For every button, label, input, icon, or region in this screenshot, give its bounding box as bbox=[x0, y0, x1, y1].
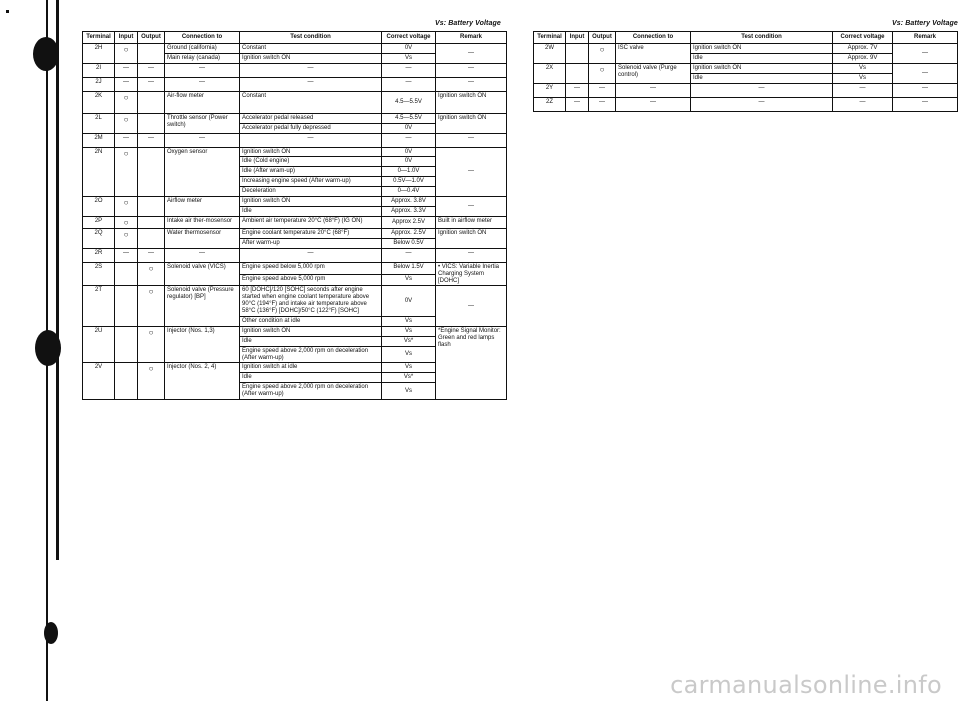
output-circle-mark: ○ bbox=[138, 286, 165, 326]
output-circle-mark: ○ bbox=[138, 262, 165, 286]
condition-cell: Ignition switch ON bbox=[240, 147, 382, 157]
dash-mark: — bbox=[436, 63, 507, 77]
voltage-cell: Approx. 9V bbox=[833, 53, 893, 63]
voltage-cell: Vs bbox=[833, 63, 893, 73]
stray-mark bbox=[6, 10, 9, 13]
voltage-cell: Approx 2.5V bbox=[382, 216, 436, 228]
remark-cell: Ignition switch ON bbox=[436, 91, 507, 113]
condition-cell: Accelerator pedal released bbox=[240, 113, 382, 123]
condition-cell: Constant bbox=[240, 44, 382, 54]
output-cell bbox=[138, 197, 165, 217]
voltage-cell: 0V bbox=[382, 147, 436, 157]
remark-cell: *Engine Signal Monitor: Green and red lamps flash bbox=[436, 326, 507, 399]
connection-cell: ISC valve bbox=[616, 44, 691, 64]
dash-mark: — bbox=[165, 133, 240, 147]
condition-cell: Idle bbox=[240, 206, 382, 216]
condition-cell: Ignition switch ON bbox=[240, 326, 382, 336]
table-row bbox=[534, 44, 958, 54]
dash-mark: — bbox=[566, 83, 589, 97]
voltage-cell: Approx. 3.8V bbox=[382, 197, 436, 207]
condition-cell: Idle (Cold engine) bbox=[240, 157, 382, 167]
terminal-cell: 2Q bbox=[83, 228, 115, 248]
condition-cell: Engine speed above 2,000 rpm on deceleration (After warm-up) bbox=[240, 383, 382, 400]
dash-mark: — bbox=[436, 77, 507, 91]
table-row bbox=[83, 248, 507, 262]
voltage-cell: Vs* bbox=[382, 336, 436, 346]
voltage-cell: 4.5—5.5V bbox=[382, 91, 436, 113]
col-output: Output bbox=[138, 32, 165, 44]
condition-cell: Engine coolant temperature 20°C (68°F) bbox=[240, 228, 382, 238]
voltage-cell: 0—1.0V bbox=[382, 167, 436, 177]
voltage-cell: Below 0.5V bbox=[382, 238, 436, 248]
dash-mark: — bbox=[691, 83, 833, 97]
col-input: Input bbox=[115, 32, 138, 44]
dash-mark: — bbox=[382, 77, 436, 91]
connection-cell: Injector (Nos. 2, 4) bbox=[165, 363, 240, 400]
remark-cell: — bbox=[893, 63, 958, 83]
condition-cell: Idle bbox=[691, 53, 833, 63]
remark-cell: — bbox=[893, 44, 958, 64]
remark-cell: — bbox=[436, 44, 507, 64]
condition-cell: Idle bbox=[240, 373, 382, 383]
condition-cell: Idle (After wram-up) bbox=[240, 167, 382, 177]
dash-mark: — bbox=[240, 248, 382, 262]
connection-cell: Solenoid valve (Purge control) bbox=[616, 63, 691, 83]
condition-cell: Ignition switch ON bbox=[240, 197, 382, 207]
dash-mark: — bbox=[589, 83, 616, 97]
table-row bbox=[83, 262, 507, 274]
condition-cell: Ignition switch ON bbox=[691, 44, 833, 54]
table-row bbox=[83, 63, 507, 77]
voltage-cell: 0—0.4V bbox=[382, 187, 436, 197]
col-connection: Connection to bbox=[616, 32, 691, 44]
dash-mark: — bbox=[566, 97, 589, 111]
dash-mark: — bbox=[165, 248, 240, 262]
output-cell bbox=[138, 147, 165, 196]
remark-cell: Ignition switch ON bbox=[436, 113, 507, 133]
dash-mark: — bbox=[616, 83, 691, 97]
connection-cell: Solenoid valve (VICS) bbox=[165, 262, 240, 286]
dash-mark: — bbox=[436, 133, 507, 147]
condition-cell: After warm-up bbox=[240, 238, 382, 248]
condition-cell: Engine speed above 5,000 rpm bbox=[240, 274, 382, 286]
condition-cell: Constant bbox=[240, 91, 382, 113]
input-cell bbox=[115, 262, 138, 286]
terminal-cell: 2M bbox=[83, 133, 115, 147]
dash-mark: — bbox=[115, 133, 138, 147]
voltage-cell: Approx. 2.5V bbox=[382, 228, 436, 238]
voltage-cell: Vs bbox=[382, 53, 436, 63]
terminal-cell: 2Y bbox=[534, 83, 566, 97]
table-row bbox=[534, 83, 958, 97]
voltage-cell: Vs bbox=[382, 346, 436, 363]
voltage-cell: 0V bbox=[382, 286, 436, 317]
table-row bbox=[83, 197, 507, 207]
voltage-cell: Vs bbox=[382, 274, 436, 286]
col-input: Input bbox=[566, 32, 589, 44]
right-terminal-table bbox=[533, 31, 958, 112]
input-cell bbox=[115, 363, 138, 400]
remark-cell: — bbox=[436, 147, 507, 196]
remark-cell: • VICS: Variable Inertia Charging System [DOHC] bbox=[436, 262, 507, 286]
remark-cell: — bbox=[436, 197, 507, 217]
voltage-cell: Vs bbox=[382, 317, 436, 327]
connection-cell: Airflow meter bbox=[165, 197, 240, 217]
punch-hole-top bbox=[33, 37, 59, 71]
output-cell bbox=[138, 91, 165, 113]
condition-cell: 60 [DOHC]/120 [SOHC] seconds after engine started when engine coolant temperature above 90°C (194°F) and intake air temperature above 58°C (136°F) [DOHC]/50°C (122°F) [SOHC] bbox=[240, 286, 382, 317]
condition-cell: Other condition at idle bbox=[240, 317, 382, 327]
col-remark: Remark bbox=[893, 32, 958, 44]
dash-mark: — bbox=[240, 63, 382, 77]
terminal-cell: 2J bbox=[83, 77, 115, 91]
dash-mark: — bbox=[691, 97, 833, 111]
col-test-condition: Test condition bbox=[240, 32, 382, 44]
condition-cell: Ignition switch ON bbox=[240, 53, 382, 63]
condition-cell: Engine speed below 5,000 rpm bbox=[240, 262, 382, 274]
input-circle-mark: ○ bbox=[115, 147, 138, 196]
input-circle-mark: ○ bbox=[115, 216, 138, 228]
col-remark: Remark bbox=[436, 32, 507, 44]
punch-hole-middle bbox=[35, 330, 61, 366]
condition-cell: Ignition switch ON bbox=[691, 63, 833, 73]
terminal-cell: 2R bbox=[83, 248, 115, 262]
dash-mark: — bbox=[382, 133, 436, 147]
table-row bbox=[83, 216, 507, 228]
terminal-cell: 2O bbox=[83, 197, 115, 217]
voltage-cell: Vs bbox=[382, 326, 436, 336]
voltage-cell: 4.5—5.5V bbox=[382, 113, 436, 123]
remark-cell: — bbox=[436, 286, 507, 326]
input-cell bbox=[115, 326, 138, 363]
input-cell bbox=[566, 44, 589, 64]
remark-cell: Built in airflow meter bbox=[436, 216, 507, 228]
table-header-row bbox=[534, 32, 958, 44]
col-correct-voltage: Correct voltage bbox=[382, 32, 436, 44]
watermark-text: carmanualsonline.info bbox=[670, 671, 942, 699]
col-correct-voltage: Correct voltage bbox=[833, 32, 893, 44]
connection-cell: Solenoid valve (Pressure regulator) [BP] bbox=[165, 286, 240, 326]
connection-cell: Throttle sensor (Power switch) bbox=[165, 113, 240, 133]
condition-cell: Ignition switch at idle bbox=[240, 363, 382, 373]
connection-cell: Oxygen sensor bbox=[165, 147, 240, 196]
dash-mark: — bbox=[240, 77, 382, 91]
output-cell bbox=[138, 216, 165, 228]
terminal-cell: 2K bbox=[83, 91, 115, 113]
terminal-cell: 2U bbox=[83, 326, 115, 363]
input-cell bbox=[115, 286, 138, 326]
dash-mark: — bbox=[138, 63, 165, 77]
table-row bbox=[83, 228, 507, 238]
output-circle-mark: ○ bbox=[589, 63, 616, 83]
voltage-cell: Approx. 3.3V bbox=[382, 206, 436, 216]
voltage-cell: Vs bbox=[382, 383, 436, 400]
voltage-cell: Vs bbox=[833, 73, 893, 83]
terminal-cell: 2W bbox=[534, 44, 566, 64]
terminal-cell: 2N bbox=[83, 147, 115, 196]
table-row bbox=[83, 147, 507, 157]
condition-cell: Accelerator pedal fully depressed bbox=[240, 123, 382, 133]
input-circle-mark: ○ bbox=[115, 197, 138, 217]
condition-cell: Engine speed above 2,000 rpm on deceleration (After warm-up) bbox=[240, 346, 382, 363]
condition-cell: Idle bbox=[691, 73, 833, 83]
col-terminal: Terminal bbox=[534, 32, 566, 44]
terminal-cell: 2T bbox=[83, 286, 115, 326]
terminal-cell: 2V bbox=[83, 363, 115, 400]
connection-cell: Air-flow meter bbox=[165, 91, 240, 113]
output-cell bbox=[138, 44, 165, 64]
table-header-row bbox=[83, 32, 507, 44]
dash-mark: — bbox=[115, 77, 138, 91]
table-row bbox=[534, 97, 958, 111]
table-row bbox=[83, 91, 507, 113]
left-legend: Vs: Battery Voltage bbox=[435, 20, 501, 27]
col-terminal: Terminal bbox=[83, 32, 115, 44]
input-circle-mark: ○ bbox=[115, 113, 138, 133]
terminal-cell: 2X bbox=[534, 63, 566, 83]
input-circle-mark: ○ bbox=[115, 91, 138, 113]
punch-hole-bottom bbox=[44, 622, 58, 644]
voltage-cell: Vs bbox=[382, 363, 436, 373]
dash-mark: — bbox=[833, 83, 893, 97]
dash-mark: — bbox=[165, 77, 240, 91]
dash-mark: — bbox=[893, 83, 958, 97]
table-row bbox=[83, 113, 507, 123]
table-row bbox=[83, 326, 507, 336]
dash-mark: — bbox=[115, 248, 138, 262]
connection-cell: Intake air ther-mosensor bbox=[165, 216, 240, 228]
voltage-cell: Vs* bbox=[382, 373, 436, 383]
connection-cell: Water thermosensor bbox=[165, 228, 240, 248]
binder-margin bbox=[0, 0, 70, 701]
condition-cell: Ambient air temperature 20°C (68°F) (IG ON) bbox=[240, 216, 382, 228]
dash-mark: — bbox=[240, 133, 382, 147]
terminal-cell: 2L bbox=[83, 113, 115, 133]
condition-cell: Idle bbox=[240, 336, 382, 346]
right-legend: Vs: Battery Voltage bbox=[892, 20, 958, 27]
terminal-cell: 2P bbox=[83, 216, 115, 228]
terminal-cell: 2I bbox=[83, 63, 115, 77]
table-row bbox=[83, 77, 507, 91]
dash-mark: — bbox=[115, 63, 138, 77]
input-circle-mark: ○ bbox=[115, 228, 138, 248]
dash-mark: — bbox=[138, 77, 165, 91]
col-connection: Connection to bbox=[165, 32, 240, 44]
dash-mark: — bbox=[893, 97, 958, 111]
dash-mark: — bbox=[382, 63, 436, 77]
voltage-cell: Approx. 7V bbox=[833, 44, 893, 54]
condition-cell: Increasing engine speed (After warm-up) bbox=[240, 177, 382, 187]
table-row bbox=[534, 63, 958, 73]
remark-cell: Ignition switch ON bbox=[436, 228, 507, 248]
col-test-condition: Test condition bbox=[691, 32, 833, 44]
voltage-cell: 0.5V—1.0V bbox=[382, 177, 436, 187]
left-terminal-table bbox=[82, 31, 507, 400]
binder-spine-line bbox=[56, 0, 59, 560]
dash-mark: — bbox=[833, 97, 893, 111]
voltage-cell: Below 1.5V bbox=[382, 262, 436, 274]
table-row bbox=[83, 44, 507, 54]
condition-cell: Deceleration bbox=[240, 187, 382, 197]
connection-cell: Injector (Nos. 1,3) bbox=[165, 326, 240, 363]
dash-mark: — bbox=[616, 97, 691, 111]
terminal-cell: 2Z bbox=[534, 97, 566, 111]
dash-mark: — bbox=[589, 97, 616, 111]
dash-mark: — bbox=[436, 248, 507, 262]
dash-mark: — bbox=[138, 133, 165, 147]
output-circle-mark: ○ bbox=[138, 326, 165, 363]
voltage-cell: 0V bbox=[382, 157, 436, 167]
voltage-cell: 0V bbox=[382, 123, 436, 133]
output-cell bbox=[138, 113, 165, 133]
dash-mark: — bbox=[138, 248, 165, 262]
input-cell bbox=[566, 63, 589, 83]
terminal-cell: 2H bbox=[83, 44, 115, 64]
table-row bbox=[83, 133, 507, 147]
connection-cell: Ground (california) bbox=[165, 44, 240, 54]
dash-mark: — bbox=[382, 248, 436, 262]
output-circle-mark: ○ bbox=[138, 363, 165, 400]
voltage-cell: 0V bbox=[382, 44, 436, 54]
dash-mark: — bbox=[165, 63, 240, 77]
output-circle-mark: ○ bbox=[589, 44, 616, 64]
terminal-cell: 2S bbox=[83, 262, 115, 286]
col-output: Output bbox=[589, 32, 616, 44]
input-circle-mark: ○ bbox=[115, 44, 138, 64]
output-cell bbox=[138, 228, 165, 248]
table-row bbox=[83, 286, 507, 317]
connection-cell: Main relay (canada) bbox=[165, 53, 240, 63]
